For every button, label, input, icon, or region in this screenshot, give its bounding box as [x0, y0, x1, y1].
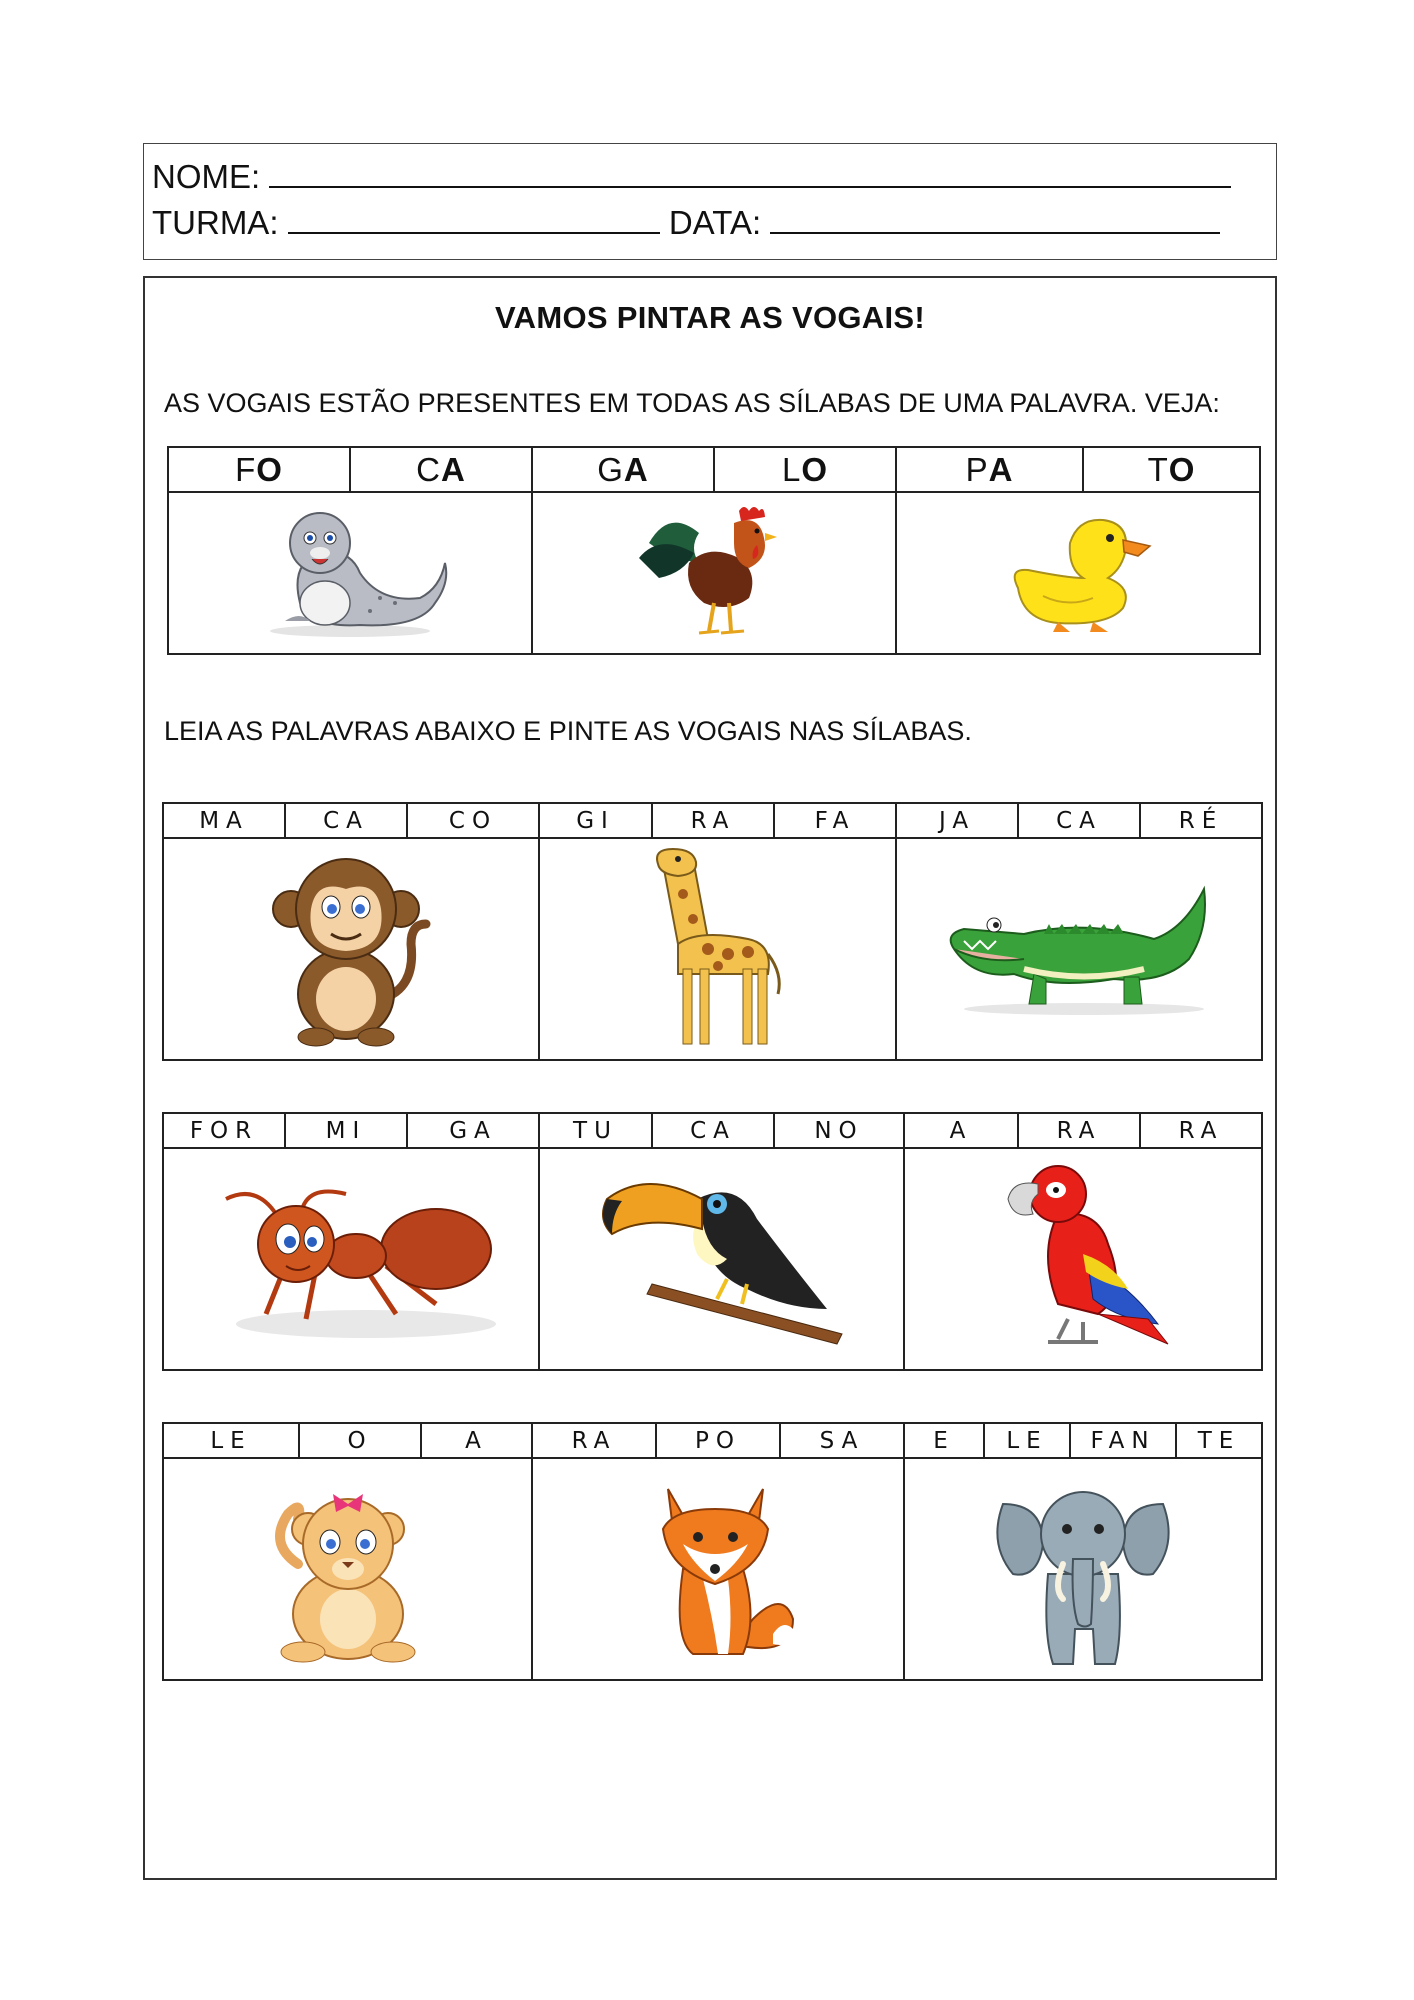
alligator-icon — [934, 879, 1224, 1019]
lioness-picture-cell — [163, 1458, 532, 1680]
worksheet-title: VAMOS PINTAR AS VOGAIS! — [494, 300, 926, 335]
turma-data-line — [152, 204, 1220, 242]
fox-icon — [633, 1469, 803, 1669]
syllable-cell[interactable]: GI — [539, 803, 652, 838]
giraffe-icon — [638, 844, 798, 1054]
syllable-cell[interactable]: A — [904, 1113, 1018, 1148]
syllable-cell[interactable]: GA — [407, 1113, 539, 1148]
elephant-picture-cell — [904, 1458, 1262, 1680]
nome-line — [152, 158, 1231, 196]
fox-picture-cell — [532, 1458, 904, 1680]
word-table-1 — [162, 802, 1263, 1061]
syllable-cell[interactable]: SA — [780, 1423, 904, 1458]
duck-icon — [998, 508, 1158, 638]
nome-label: NOME: — [152, 158, 261, 195]
toucan-icon — [587, 1159, 857, 1359]
syllable-cell[interactable]: TU — [539, 1113, 652, 1148]
example-syllable: LO — [714, 447, 896, 492]
turma-label: TURMA: — [152, 204, 279, 241]
syllable-cell[interactable]: CA — [652, 1113, 774, 1148]
example-syllable: TO — [1083, 447, 1260, 492]
exercise-text: LEIA AS PALAVRAS ABAIXO E PINTE AS VOGAIS NAS SÍLABAS. — [164, 716, 972, 746]
student-info-box — [143, 143, 1277, 260]
syllable-cell[interactable]: RÉ — [1140, 803, 1262, 838]
elephant-icon — [983, 1464, 1183, 1674]
syllable-cell[interactable]: CA — [285, 803, 407, 838]
nome-field[interactable] — [269, 185, 1231, 188]
syllable-cell[interactable]: FA — [774, 803, 896, 838]
syllable-cell[interactable]: RA — [1140, 1113, 1262, 1148]
example-syllable: FO — [168, 447, 350, 492]
syllable-cell[interactable]: FOR — [163, 1113, 285, 1148]
lioness-icon — [248, 1474, 448, 1664]
worksheet-box — [143, 276, 1277, 1880]
example-syllable: GA — [532, 447, 714, 492]
syllable-cell[interactable]: MA — [163, 803, 285, 838]
syllable-cell[interactable]: JA — [896, 803, 1018, 838]
word-table-2 — [162, 1112, 1263, 1371]
syllable-cell[interactable]: TE — [1176, 1423, 1262, 1458]
syllable-cell[interactable]: FAN — [1070, 1423, 1176, 1458]
turma-field[interactable] — [288, 231, 660, 234]
macaw-icon — [988, 1154, 1178, 1364]
data-field[interactable] — [770, 231, 1220, 234]
syllable-cell[interactable]: NO — [774, 1113, 904, 1148]
intro-text: AS VOGAIS ESTÃO PRESENTES EM TODAS AS SÍLABAS DE UMA PALAVRA. VEJA: — [164, 388, 1220, 418]
duck-picture-cell — [896, 492, 1260, 654]
rooster-picture-cell — [532, 492, 896, 654]
data-label: DATA: — [668, 204, 762, 241]
syllable-cell[interactable]: A — [421, 1423, 532, 1458]
word-table-3 — [162, 1422, 1263, 1681]
rooster-icon — [629, 503, 799, 643]
syllable-cell[interactable]: RA — [1018, 1113, 1140, 1148]
syllable-cell[interactable]: LE — [163, 1423, 299, 1458]
syllable-cell[interactable]: E — [904, 1423, 984, 1458]
example-syllable: CA — [350, 447, 532, 492]
monkey-icon — [266, 849, 436, 1049]
seal-picture-cell — [168, 492, 532, 654]
ant-icon — [206, 1174, 496, 1344]
syllable-cell[interactable]: LE — [984, 1423, 1070, 1458]
giraffe-picture-cell — [539, 838, 896, 1060]
seal-icon — [250, 503, 450, 643]
syllable-cell[interactable]: MI — [285, 1113, 407, 1148]
syllable-cell[interactable]: RA — [652, 803, 774, 838]
example-syllable: PA — [896, 447, 1083, 492]
alligator-picture-cell — [896, 838, 1262, 1060]
syllable-cell[interactable]: CO — [407, 803, 539, 838]
toucan-picture-cell — [539, 1148, 904, 1370]
syllable-cell[interactable]: RA — [532, 1423, 656, 1458]
syllable-cell[interactable]: O — [299, 1423, 421, 1458]
syllable-cell[interactable]: CA — [1018, 803, 1140, 838]
example-table — [167, 446, 1261, 655]
monkey-picture-cell — [163, 838, 539, 1060]
macaw-picture-cell — [904, 1148, 1262, 1370]
syllable-cell[interactable]: PO — [656, 1423, 780, 1458]
ant-picture-cell — [163, 1148, 539, 1370]
